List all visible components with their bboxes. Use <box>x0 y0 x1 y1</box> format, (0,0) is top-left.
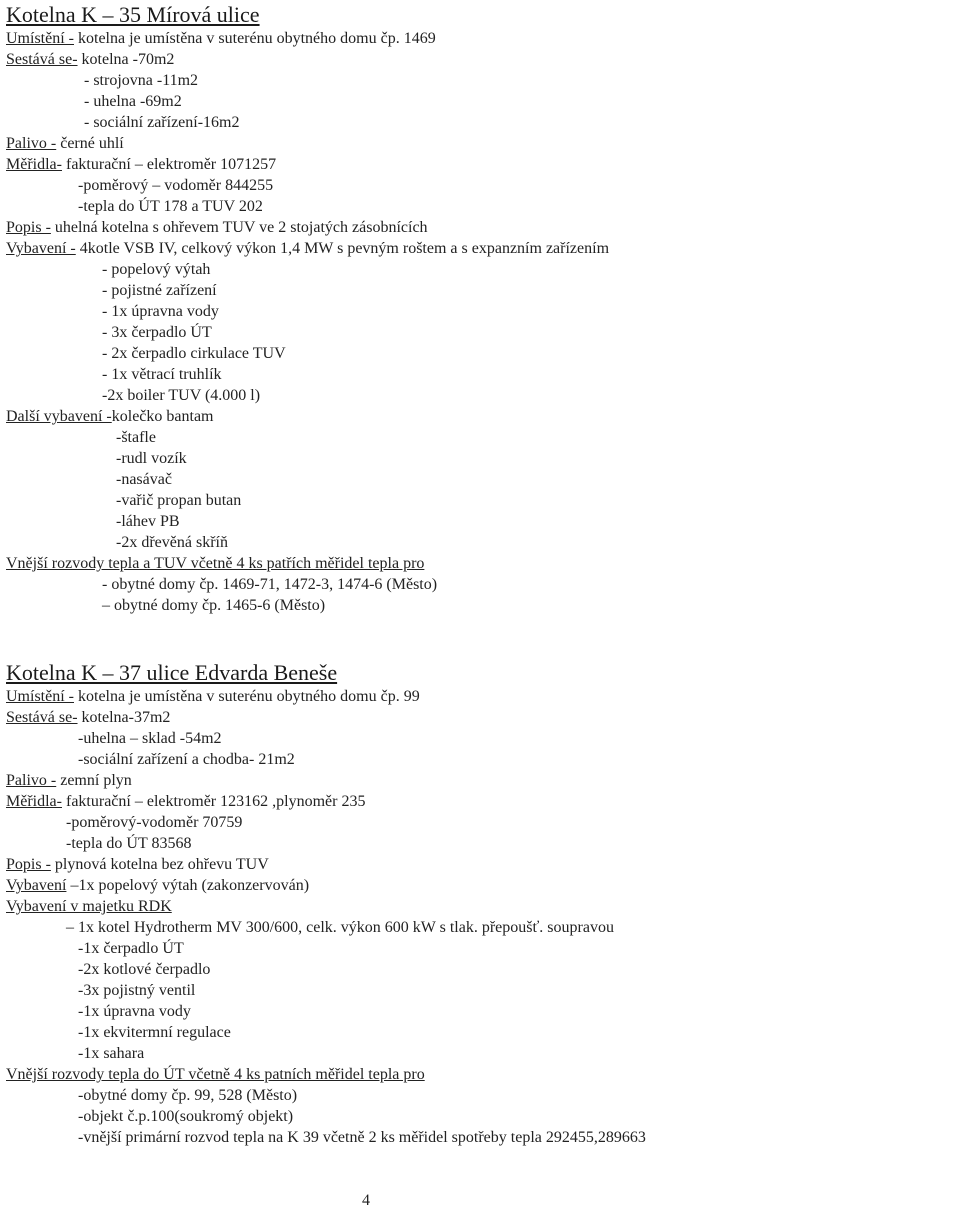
vybaveni-item: - 2x čerpadlo cirkulace TUV <box>102 345 286 362</box>
vybaveni-item: - 1x větrací truhlík <box>102 366 222 383</box>
umisteni-row <box>6 686 956 707</box>
umisteni-row <box>6 28 956 49</box>
meridla-item: -tepla do ÚT 83568 <box>66 835 192 852</box>
palivo-row <box>6 770 956 791</box>
sestava-item: kotelna -70m2 <box>77 51 175 68</box>
dalsi-vybaveni-item: kolečko bantam <box>111 408 214 425</box>
rdk-row <box>6 896 956 917</box>
meridla-label: Měřidla- <box>6 156 62 173</box>
dalsi-vybaveni-label: Další vybavení - <box>6 408 112 425</box>
vybaveni-item: - 3x čerpadlo ÚT <box>102 324 212 341</box>
popis-row <box>6 217 956 238</box>
meridla-item: fakturační – elektroměr 1071257 <box>61 156 277 173</box>
popis-row <box>6 854 956 875</box>
sestava-item: - sociální zařízení-16m2 <box>84 114 240 131</box>
palivo-label: Palivo - <box>6 135 57 152</box>
sestava-item: -uhelna – sklad -54m2 <box>78 730 222 747</box>
meridla-label: Měřidla- <box>6 793 62 810</box>
section-title: Kotelna K – 37 ulice Edvarda Beneše <box>6 660 338 685</box>
popis-label: Popis - <box>6 219 51 236</box>
umisteni-text: kotelna je umístěna v suterénu obytného domu čp. 99 <box>74 688 420 705</box>
vybaveni-item: - 1x úpravna vody <box>102 303 219 320</box>
rdk-item: -1x úpravna vody <box>78 1003 191 1020</box>
meridla-item: -poměrový-vodoměr 70759 <box>66 814 243 831</box>
vnejsi-rozvody-item: -obytné domy čp. 99, 528 (Město) <box>78 1087 298 1104</box>
vnejsi-rozvody-item: - obytné domy čp. 1469-71, 1472-3, 1474-6 (Město) <box>102 576 438 593</box>
meridla-row <box>6 791 956 812</box>
umisteni-label: Umístění - <box>6 30 74 47</box>
rdk-item: -1x ekvitermní regulace <box>78 1024 231 1041</box>
vnejsi-rozvody-row <box>6 1064 956 1085</box>
rdk-item: -3x pojistný ventil <box>78 982 196 999</box>
vnejsi-rozvody-row <box>6 553 956 574</box>
meridla-item: fakturační – elektroměr 123162 ,plynoměr 235 <box>61 793 366 810</box>
vybaveni-item: -2x boiler TUV (4.000 l) <box>102 387 261 404</box>
vybaveni-label: Vybavení <box>6 877 67 894</box>
dalsi-vybaveni-item: -rudl vozík <box>116 450 187 467</box>
vybaveni-text: –1x popelový výtah (zakonzervován) <box>66 877 310 894</box>
sestava-row <box>6 49 956 70</box>
palivo-text: černé uhlí <box>56 135 124 152</box>
dalsi-vybaveni-item: -láhev PB <box>116 513 180 530</box>
rdk-item: -1x čerpadlo ÚT <box>78 940 184 957</box>
umisteni-label: Umístění - <box>6 688 74 705</box>
rdk-label: Vybavení v majetku RDK <box>6 898 172 915</box>
vybaveni-item: 4kotle VSB IV, celkový výkon 1,4 MW s pevným roštem a s expanzním zařízením <box>75 240 610 257</box>
section-kotelna-37 <box>6 660 956 1148</box>
vnejsi-rozvody-item: -vnější primární rozvod tepla na K 39 včetně 2 ks měřidel spotřeby tepla 292455,289663 <box>78 1129 646 1146</box>
popis-label: Popis - <box>6 856 51 873</box>
rdk-item: -1x sahara <box>78 1045 145 1062</box>
sestava-item: -sociální zařízení a chodba- 21m2 <box>78 751 295 768</box>
dalsi-vybaveni-item: -2x dřevěná skříň <box>116 534 228 551</box>
vnejsi-rozvody-item: -objekt č.p.100(soukromý objekt) <box>78 1108 294 1125</box>
palivo-text: zemní plyn <box>56 772 132 789</box>
sestava-label: Sestává se- <box>6 51 78 68</box>
meridla-item: -poměrový – vodoměr 844255 <box>78 177 274 194</box>
vnejsi-rozvody-label: Vnější rozvody tepla do ÚT včetně 4 ks patních měřidel tepla pro <box>6 1066 425 1083</box>
popis-text: uhelná kotelna s ohřevem TUV ve 2 stojatých zásobnících <box>50 219 428 236</box>
vnejsi-rozvody-item: – obytné domy čp. 1465-6 (Město) <box>102 597 326 614</box>
sestava-item: kotelna-37m2 <box>77 709 171 726</box>
vybaveni-row <box>6 238 956 259</box>
dalsi-vybaveni-row <box>6 406 956 427</box>
palivo-row <box>6 133 956 154</box>
meridla-item: -tepla do ÚT 178 a TUV 202 <box>78 198 263 215</box>
meridla-row <box>6 154 956 175</box>
vybaveni-item: - pojistné zařízení <box>102 282 217 299</box>
sestava-label: Sestává se- <box>6 709 78 726</box>
page-number: 4 <box>362 1192 370 1209</box>
sestava-item: - uhelna -69m2 <box>84 93 182 110</box>
palivo-label: Palivo - <box>6 772 57 789</box>
dalsi-vybaveni-item: -štafle <box>116 429 156 446</box>
rdk-item: -2x kotlové čerpadlo <box>78 961 211 978</box>
dalsi-vybaveni-item: -vařič propan butan <box>116 492 242 509</box>
section-title: Kotelna K – 35 Mírová ulice <box>6 2 260 27</box>
vybaveni-row <box>6 875 956 896</box>
vybaveni-item: - popelový výtah <box>102 261 211 278</box>
dalsi-vybaveni-item: -nasávač <box>116 471 172 488</box>
umisteni-text: kotelna je umístěna v suterénu obytného domu čp. 1469 <box>74 30 436 47</box>
popis-text: plynová kotelna bez ohřevu TUV <box>50 856 269 873</box>
section-kotelna-35 <box>6 2 956 616</box>
vnejsi-rozvody-label: Vnější rozvody tepla a TUV včetně 4 ks patřích měřidel tepla pro <box>6 555 425 572</box>
vybaveni-label: Vybavení - <box>6 240 76 257</box>
sestava-row <box>6 707 956 728</box>
sestava-item: - strojovna -11m2 <box>84 72 199 89</box>
rdk-item: – 1x kotel Hydrotherm MV 300/600, celk. výkon 600 kW s tlak. přepoušť. soupravou <box>66 919 614 936</box>
